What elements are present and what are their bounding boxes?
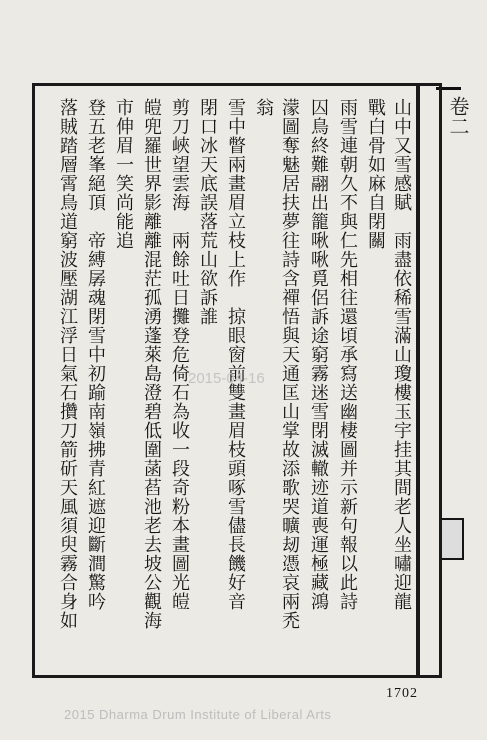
- text-column-10: 皚兜羅世界影離離混茫孤湧蓬萊島澄碧低圍菡萏池老去坡公觀海: [141, 98, 162, 630]
- text-column-13: 落賊踏層霄鳥道窮波壓湖江浮日氣石攢刀箭斫天風須臾霧合身如: [57, 98, 78, 630]
- text-column-4: 囚鳥終難翮出籠啾啾覓侶訴途窮霧迷雪閉滅轍迹道喪運極藏鴻: [308, 98, 329, 611]
- page-number: 1702: [386, 686, 418, 701]
- watermark-footer: 2015 Dharma Drum Institute of Liberal Arts: [64, 707, 332, 722]
- text-column-6: 翁: [253, 98, 274, 117]
- text-column-3: 雨雪連朝久不與仁先相往還頃承寫送幽棲圖并示新句報以此詩: [337, 98, 358, 611]
- frame-inner-rule: [416, 83, 420, 678]
- text-column-5: 濛圖奪魅居扶夢往詩含禪悟與天通匡山掌故添歌哭曠刼憑哀兩禿: [279, 98, 300, 630]
- text-column-2: 戰白骨如麻自閉關: [365, 98, 386, 250]
- text-column-7: 雪中瞥兩畫眉立枝上作 掠眼窗前雙畫眉枝頭啄雪儘長饑好音: [225, 98, 246, 611]
- text-column-8: 閉口冰天底誤落荒山欲訴誰: [197, 98, 218, 326]
- margin-header-text: 卷二: [446, 96, 470, 136]
- margin-tab-mark: [440, 518, 464, 560]
- watermark-date: 2015-04-16: [188, 370, 265, 387]
- text-column-11: 市伸眉一笑尚能追: [113, 98, 134, 250]
- margin-header: [439, 96, 477, 168]
- text-column-9: 剪刀峽望雲海 兩餘吐日攤登危倚石為收一段奇粉本畫圖光皚: [169, 98, 190, 611]
- text-column-12: 登五老峯絕頂 帝縛孱魂閉雪中初踰南嶺拂青紅遮迎斷澗驚吟: [85, 98, 106, 611]
- text-column-1: 山中又雪感賦 雨盡依稀雪滿山瓊樓玉宇挂其間老人坐嘯迎龍: [391, 98, 412, 611]
